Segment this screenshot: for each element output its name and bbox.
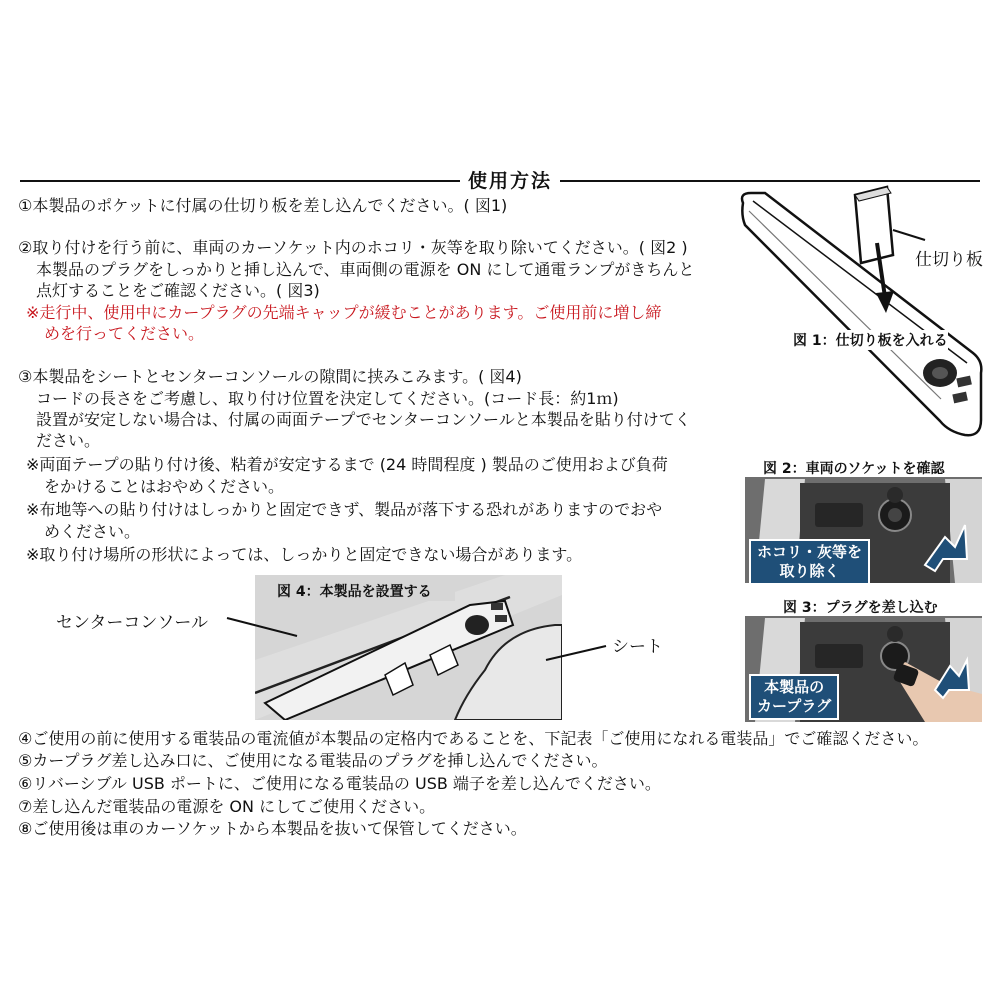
fig1-caption: 図 1：仕切り板を入れる bbox=[793, 330, 948, 350]
heading-rule-right bbox=[560, 180, 980, 182]
step-2-line-3: 点灯することをご確認ください。( 図3) bbox=[36, 281, 320, 300]
step-3-line-1: ③本製品をシートとセンターコンソールの隙間に挟みこみます。( 図4) bbox=[18, 367, 522, 386]
step-2-warning-2: めを行ってください。 bbox=[44, 324, 205, 343]
figure-2 bbox=[745, 455, 982, 583]
section-heading: 使用方法 bbox=[460, 166, 560, 193]
fig4-seat-leader bbox=[540, 640, 610, 670]
step-4: ④ご使用の前に使用する電装品の電流値が本製品の定格内であることを、下記表「ご使用になれる電装品」でご確認ください。 bbox=[18, 729, 929, 748]
fig1-label: 仕切り板 bbox=[915, 250, 983, 270]
step-3-note-2b: めください。 bbox=[44, 522, 141, 541]
fig3-caption-bar bbox=[745, 594, 982, 616]
figure-3 bbox=[745, 594, 982, 722]
step-3-line-4: ださい。 bbox=[36, 431, 101, 450]
step-2-line-2: 本製品のプラグをしっかりと挿し込んで、車両側の電源を ON にして通電ランプがきちんと bbox=[36, 260, 695, 279]
product-drawing-fig1 bbox=[735, 185, 985, 445]
fig2-overlay-line-1: ホコリ・灰等を bbox=[757, 543, 863, 561]
heading-rule-left bbox=[20, 180, 460, 182]
fig4-label-seat: シート bbox=[612, 637, 663, 657]
step-3-note-1a: ※両面テープの貼り付け後、粘着が安定するまで (24 時間程度 ) 製品のご使用および負荷 bbox=[26, 455, 668, 474]
fig3-overlay-line-1: 本製品の bbox=[764, 678, 825, 696]
fig4-console-leader bbox=[225, 612, 305, 642]
step-3-note-3: ※取り付け場所の形状によっては、しっかりと固定できない場合があります。 bbox=[26, 545, 583, 564]
step-3-note-1b: をかけることはおやめください。 bbox=[44, 477, 285, 496]
step-2-warning-1: ※走行中、使用中にカープラグの先端キャップが緩むことがあります。ご使用前に増し締 bbox=[26, 303, 662, 322]
step-2-line-1: ②取り付けを行う前に、車両のカーソケット内のホコリ・灰等を取り除いてください。( 図2 ) bbox=[18, 238, 688, 257]
step-8: ⑧ご使用後は車のカーソケットから本製品を抜いて保管してください。 bbox=[18, 819, 527, 838]
fig4-caption-bar bbox=[255, 575, 455, 601]
step-1: ①本製品のポケットに付属の仕切り板を差し込んでください。( 図1) bbox=[18, 196, 508, 215]
fig3-overlay-label bbox=[749, 674, 839, 720]
fig3-caption: 図 3：プラグを差し込む bbox=[783, 600, 938, 616]
figure-4 bbox=[255, 575, 562, 720]
fig2-caption-bar bbox=[745, 455, 982, 477]
step-3-line-2: コードの長さをご考慮し、取り付け位置を決定してください。(コード長：約1ｍ) bbox=[36, 389, 619, 408]
fig4-caption: 図 4：本製品を設置する bbox=[277, 584, 432, 600]
step-3-note-2a: ※布地等への貼り付けはしっかりと固定できず、製品が落下する恐れがありますのでおや bbox=[26, 500, 663, 519]
step-6: ⑥リバーシブル USB ポートに、ご使用になる電装品の USB 端子を差し込んでください。 bbox=[18, 774, 661, 793]
fig3-overlay-line-2: カープラグ bbox=[757, 697, 832, 715]
figure-1 bbox=[735, 185, 985, 445]
fig4-label-console: センターコンソール bbox=[56, 613, 208, 633]
fig2-caption: 図 2：車両のソケットを確認 bbox=[763, 461, 945, 477]
step-7: ⑦差し込んだ電装品の電源を ON にしてご使用ください。 bbox=[18, 797, 436, 816]
fig2-overlay-line-2: 取り除く bbox=[779, 562, 840, 580]
step-5: ⑤カープラグ差し込み口に、ご使用になる電装品のプラグを挿し込んでください。 bbox=[18, 751, 608, 770]
step-3-line-3: 設置が安定しない場合は、付属の両面テープでセンターコンソールと本製品を貼り付けてく bbox=[36, 410, 691, 429]
fig2-overlay-label bbox=[749, 539, 870, 583]
